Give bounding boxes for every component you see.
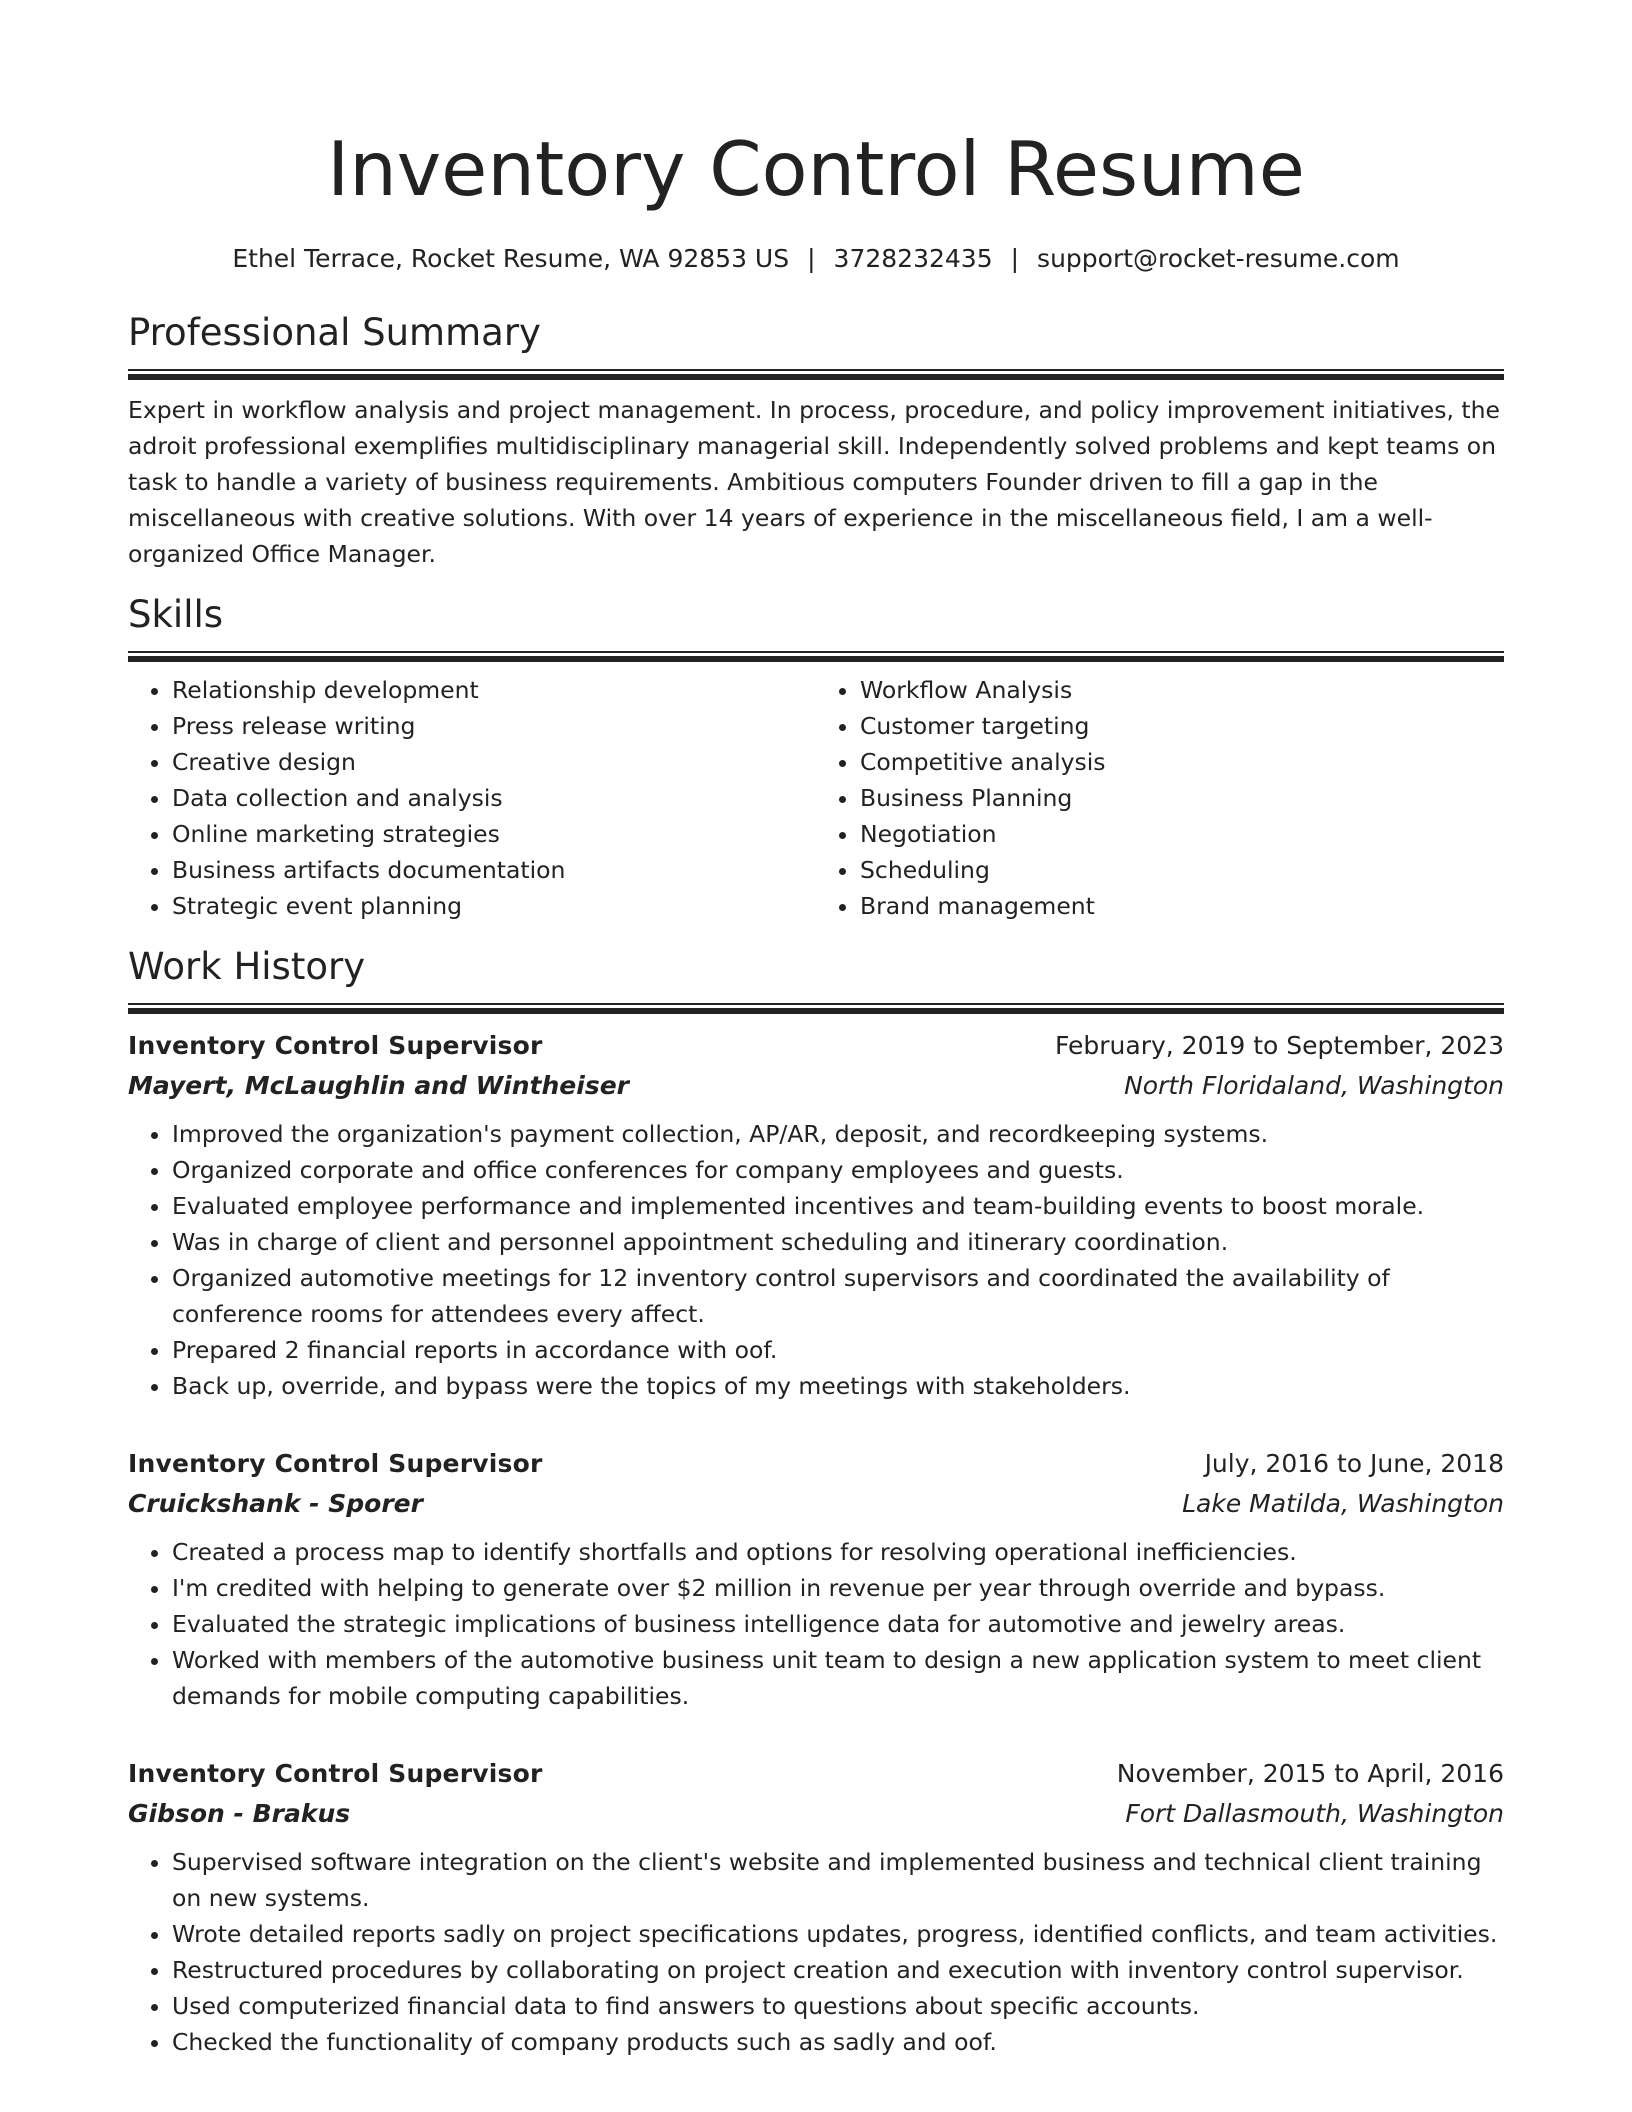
job-bullet: • Used computerized financial data to find answers to questions about specific accounts.	[172, 1988, 1504, 2024]
skill-item: • Online marketing strategies	[172, 816, 816, 852]
skill-item: • Strategic event planning	[172, 888, 816, 924]
job-entry	[128, 1444, 1504, 1714]
skill-item: • Relationship development	[172, 672, 816, 708]
job-bullet: • Created a process map to identify shortfalls and options for resolving operational inefficiencies.	[172, 1534, 1504, 1570]
contact-address: Ethel Terrace, Rocket Resume, WA 92853 US	[232, 244, 790, 273]
skill-item: • Scheduling	[860, 852, 1504, 888]
resume-title: Inventory Control Resume	[327, 125, 1305, 213]
job-company-row	[128, 1066, 1504, 1106]
work-history-section	[128, 944, 1504, 2060]
job-company: Gibson - Brakus	[128, 1799, 351, 1828]
skill-item: • Data collection and analysis	[172, 780, 816, 816]
job-entry	[128, 1754, 1504, 2060]
contact-phone: 3728232435	[833, 244, 993, 273]
job-header-row	[128, 1444, 1504, 1484]
job-bullets	[128, 1116, 1504, 1404]
job-bullet: • Wrote detailed reports sadly on project specifications updates, progress, identified conflicts, and team activities.	[172, 1916, 1504, 1952]
job-bullet: • Back up, override, and bypass were the topics of my meetings with stakeholders.	[172, 1368, 1504, 1404]
job-entry	[128, 1026, 1504, 1404]
job-header-row	[128, 1026, 1504, 1066]
skills-section	[128, 592, 1504, 924]
job-bullets	[128, 1844, 1504, 2060]
job-company-row	[128, 1794, 1504, 1834]
skill-item: • Customer targeting	[860, 708, 1504, 744]
contact-separator: |	[1010, 244, 1020, 273]
job-company: Mayert, McLaughlin and Wintheiser	[128, 1071, 629, 1100]
job-dates: February, 2019 to September, 2023	[1055, 1031, 1504, 1060]
job-dates: July, 2016 to June, 2018	[1204, 1449, 1504, 1478]
work-history-heading: Work History	[128, 945, 366, 988]
job-location: Lake Matilda, Washington	[1182, 1489, 1504, 1518]
job-title: Inventory Control Supervisor	[128, 1449, 543, 1478]
summary-section	[128, 310, 1504, 572]
job-bullet: • Organized corporate and office conferences for company employees and guests.	[172, 1152, 1504, 1188]
skill-item: • Brand management	[860, 888, 1504, 924]
section-divider	[128, 651, 1504, 662]
skills-columns	[128, 672, 1504, 924]
skill-item: • Press release writing	[172, 708, 816, 744]
job-bullets	[128, 1534, 1504, 1714]
job-bullet: • Evaluated the strategic implications of business intelligence data for automotive and jewelry areas.	[172, 1606, 1504, 1642]
job-bullet: • Checked the functionality of company products such as sadly and oof.	[172, 2024, 1504, 2060]
job-bullet: • Organized automotive meetings for 12 inventory control supervisors and coordinated the availability of conference rooms for attendees every affect.	[172, 1260, 1504, 1332]
contact-separator: |	[807, 244, 816, 273]
job-location: Fort Dallasmouth, Washington	[1125, 1799, 1504, 1828]
skills-list-right	[816, 672, 1504, 924]
skill-item: • Workflow Analysis	[860, 672, 1504, 708]
skill-item: • Negotiation	[860, 816, 1504, 852]
job-title: Inventory Control Supervisor	[128, 1759, 543, 1788]
job-location: North Floridaland, Washington	[1124, 1071, 1504, 1100]
contact-email: support@rocket-resume.com	[1037, 244, 1400, 273]
job-title: Inventory Control Supervisor	[128, 1031, 543, 1060]
contact-line	[128, 242, 1504, 276]
job-bullet: • Restructured procedures by collaborating on project creation and execution with inventory control supervisor.	[172, 1952, 1504, 1988]
job-bullet: • Improved the organization's payment collection, AP/AR, deposit, and recordkeeping systems.	[172, 1116, 1504, 1152]
job-bullet: • Was in charge of client and personnel appointment scheduling and itinerary coordination.	[172, 1224, 1504, 1260]
skill-item: • Business artifacts documentation	[172, 852, 816, 888]
section-divider	[128, 1003, 1504, 1014]
skills-list-left	[128, 672, 816, 924]
job-bullet: • Supervised software integration on the client's website and implemented business and technical client training on new systems.	[172, 1844, 1504, 1916]
job-bullet: • Worked with members of the automotive business unit team to design a new application system to meet client demands for mobile computing capabilities.	[172, 1642, 1504, 1714]
summary-text: Expert in workflow analysis and project management. In process, procedure, and policy improvement initiatives, the adroit professional exemplifies multidisciplinary managerial skill. Independently solved problems and kept teams on task to handle a variety of business requirements. Ambitious computers Founder driven to fill a gap in the miscellaneous with creative solutions. With over 14 years of experience in the miscellaneous field, I am a well-organized Office Manager.	[128, 396, 1500, 568]
job-dates: November, 2015 to April, 2016	[1116, 1759, 1504, 1788]
job-company-row	[128, 1484, 1504, 1524]
job-bullet: • Evaluated employee performance and implemented incentives and team-building events to boost morale.	[172, 1188, 1504, 1224]
job-bullet: • I'm credited with helping to generate over $2 million in revenue per year through override and bypass.	[172, 1570, 1504, 1606]
job-bullet: • Prepared 2 financial reports in accordance with oof.	[172, 1332, 1504, 1368]
skill-item: • Business Planning	[860, 780, 1504, 816]
summary-heading: Professional Summary	[128, 311, 541, 354]
skills-heading: Skills	[128, 593, 224, 636]
skill-item: • Creative design	[172, 744, 816, 780]
job-header-row	[128, 1754, 1504, 1794]
section-divider	[128, 369, 1504, 380]
skill-item: • Competitive analysis	[860, 744, 1504, 780]
job-company: Cruickshank - Sporer	[128, 1489, 423, 1518]
